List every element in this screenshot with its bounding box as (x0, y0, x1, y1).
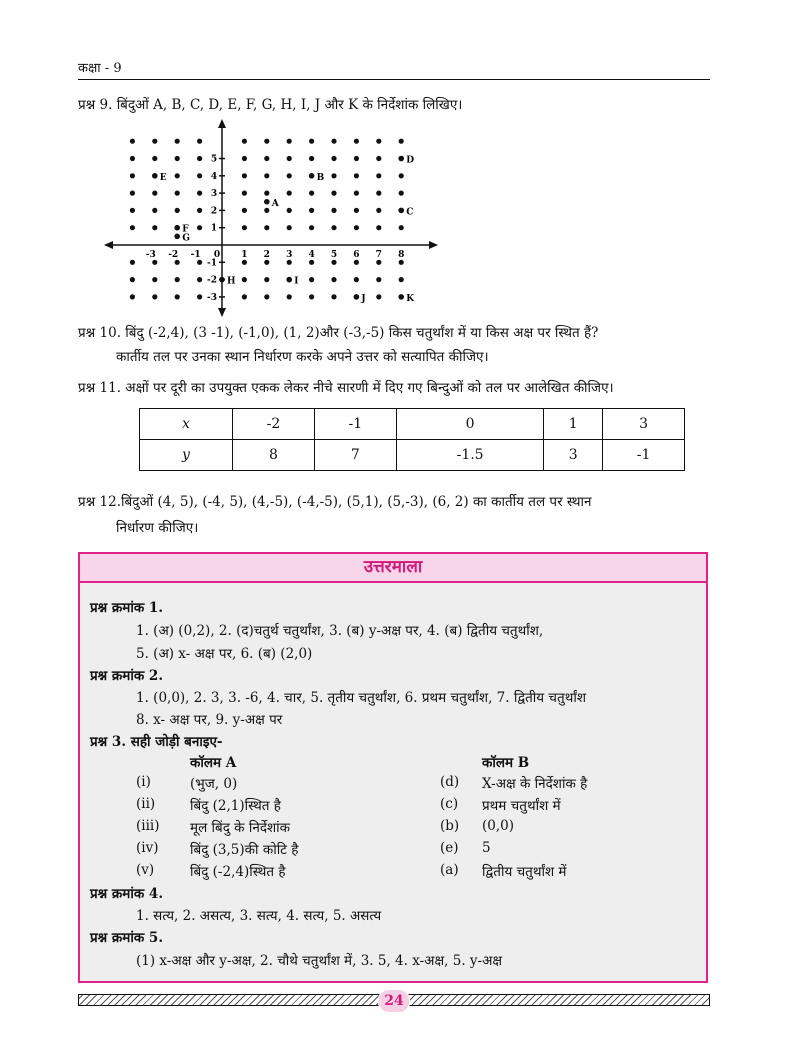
answer-5-heading: प्रश्न क्रमांक 5. (90, 930, 164, 946)
grid-dot (242, 225, 247, 230)
grid-dot (376, 173, 381, 178)
answer-2-line1: 1. (0,0), 2. 3, 3. -6, 4. चार, 5. तृतीय चतुर्थांश, 6. प्रथम चतुर्थांश, 7. द्वितीय चतुर्थांश (136, 690, 586, 706)
question-12-line1: प्रश्न 12.बिंदुओं (4, 5), (-4, 5), (4,-5), (-4,-5), (5,1), (5,-3), (6, 2) का कार्तीय तल पर स्थान (78, 494, 592, 510)
point-C (398, 208, 404, 214)
point-K (398, 294, 404, 300)
match-row-num: (ii) (136, 796, 156, 812)
grid-dot (130, 260, 135, 265)
grid-dot (152, 294, 157, 299)
grid-dot (152, 208, 157, 213)
x-tick-label: -1 (190, 250, 201, 260)
grid-dot (175, 139, 180, 144)
grid-dot (175, 191, 180, 196)
point-B (309, 173, 315, 179)
grid-dot (242, 294, 247, 299)
y-tick-label: -2 (207, 275, 217, 286)
grid-dot (197, 225, 202, 230)
grid-dot (331, 156, 336, 161)
y-tick-label: 3 (210, 189, 218, 200)
grid-dot (152, 277, 157, 282)
table-cell: 1 (544, 409, 603, 440)
answer-4-line1: 1. सत्य, 2. असत्य, 3. सत्य, 4. सत्य, 5. असत्य (136, 908, 382, 924)
grid-dot (130, 225, 135, 230)
grid-dot (331, 260, 336, 265)
x-tick-label: -2 (168, 250, 179, 260)
grid-dot (287, 173, 292, 178)
x-tick-label: 2 (263, 250, 270, 260)
point-A (264, 199, 270, 205)
grid-dot (197, 294, 202, 299)
grid-dot (197, 191, 202, 196)
question-10-line2: कार्तीय तल पर उनका स्थान निर्धारण करके अपने उत्तर को सत्यापित कीजिए। (116, 349, 489, 365)
point-label: G (182, 233, 190, 244)
table-cell: -1.5 (396, 440, 544, 471)
answer-5-line1: (1) x-अक्ष और y-अक्ष, 2. चौथे चतुर्थांश में, 3. 5, 4. x-अक्ष, 5. y-अक्ष (136, 953, 503, 969)
match-row-a: मूल बिंदु के निर्देशांक (190, 820, 291, 836)
point-I (286, 277, 292, 283)
grid-dot (354, 156, 359, 161)
table-cell: 3 (603, 409, 685, 440)
grid-dot (130, 294, 135, 299)
point-label: D (406, 155, 415, 166)
point-G (174, 234, 180, 240)
grid-dot (399, 260, 404, 265)
match-row-b: प्रथम चतुर्थांश में (482, 798, 561, 814)
point-label: K (406, 293, 415, 304)
grid-dot (376, 191, 381, 196)
table-cell: 0 (396, 409, 544, 440)
grid-dot (197, 156, 202, 161)
y-tick-label: -1 (207, 258, 217, 269)
question-10-line1: प्रश्न 10. बिंदु (-2,4), (3 -1), (-1,0), (1, 2)और (-3,-5) किस चतुर्थांश में या किस अक्ष पर स्थित हैं? (78, 325, 599, 341)
table-cell: -1 (314, 409, 396, 440)
grid-dot (376, 139, 381, 144)
grid-dot (152, 225, 157, 230)
point-F (174, 225, 180, 231)
grid-dot (331, 277, 336, 282)
grid-dots (130, 139, 404, 300)
x-tick-label: 0 (213, 250, 221, 260)
match-row-b: 5 (482, 840, 491, 856)
match-row-mark: (d) (440, 774, 460, 790)
grid-dot (354, 173, 359, 178)
grid-dot (287, 260, 292, 265)
point-E (152, 173, 158, 179)
grid-dot (354, 191, 359, 196)
y-tick-label: 4 (210, 171, 218, 182)
grid-dot (309, 191, 314, 196)
dot-grid-figure (100, 118, 440, 318)
grid-dot (242, 260, 247, 265)
grid-dot (376, 260, 381, 265)
grid-dot (175, 294, 180, 299)
grid-dot (376, 294, 381, 299)
grid-dot (197, 139, 202, 144)
labelled-points (152, 156, 415, 304)
match-row-mark: (b) (440, 818, 460, 834)
grid-dot (130, 191, 135, 196)
point-label: A (271, 198, 279, 209)
grid-dot (376, 208, 381, 213)
point-label: B (316, 172, 325, 183)
grid-dot (331, 191, 336, 196)
grid-dot (287, 139, 292, 144)
header-rule (78, 79, 710, 80)
grid-dot (130, 277, 135, 282)
grid-dot (264, 191, 269, 196)
match-row-mark: (a) (440, 862, 459, 878)
point-J (354, 294, 360, 300)
grid-dot (264, 208, 269, 213)
x-tick-label: 7 (375, 250, 382, 260)
grid-dot (175, 173, 180, 178)
grid-dot (399, 277, 404, 282)
grid-dot (376, 277, 381, 282)
point-label: I (294, 276, 299, 287)
values-table (139, 408, 685, 471)
x-tick-label: -3 (145, 250, 156, 260)
grid-dot (242, 173, 247, 178)
x-axis-arrow-left (104, 241, 113, 249)
grid-dot (264, 139, 269, 144)
grid-dot (376, 156, 381, 161)
column-b-heading: कॉलम B (482, 755, 530, 771)
question-11: प्रश्न 11. अक्षों पर दूरी का उपयुक्त एकक लेकर नीचे सारणी में दिए गए बिन्दुओं को तल पर आलेखित कीजिए। (78, 380, 614, 396)
grid-dot (376, 225, 381, 230)
grid-dot (197, 208, 202, 213)
match-row-b: X-अक्ष के निर्देशांक है (482, 776, 588, 792)
point-label: H (227, 276, 236, 287)
match-row-a: (भुज, 0) (190, 776, 238, 792)
point-label: E (159, 172, 167, 183)
match-row-num: (v) (136, 862, 155, 878)
grid-dot (309, 260, 314, 265)
grid-dot (197, 260, 202, 265)
grid-dot (331, 225, 336, 230)
point-label: J (361, 293, 366, 304)
x-tick-label: 5 (330, 250, 338, 260)
point-H (219, 277, 225, 283)
answer-4-heading: प्रश्न क्रमांक 4. (90, 886, 164, 902)
grid-dot (152, 156, 157, 161)
grid-dot (331, 173, 336, 178)
match-row-b: द्वितीय चतुर्थांश में (482, 864, 567, 880)
table-cell: 7 (314, 440, 396, 471)
grid-dot (264, 225, 269, 230)
grid-dot (152, 260, 157, 265)
grid-dot (130, 173, 135, 178)
table-cell: 8 (233, 440, 315, 471)
y-tick-label: 1 (210, 223, 218, 234)
grid-dot (197, 277, 202, 282)
grid-dot (399, 225, 404, 230)
grid-dot (354, 260, 359, 265)
grid-dot (175, 208, 180, 213)
class-header: कक्षा - 9 (78, 61, 122, 76)
answer-3-heading: प्रश्न 3. सही जोड़ी बनाइए- (90, 734, 223, 750)
match-row-num: (i) (136, 774, 151, 790)
grid-dot (242, 191, 247, 196)
match-row-mark: (c) (440, 796, 459, 812)
match-row-a: बिंदु (3,5)की कोटि है (190, 842, 299, 858)
grid-dot (287, 225, 292, 230)
grid-dot (130, 156, 135, 161)
match-row-a: बिंदु (-2,4)स्थित है (190, 864, 286, 880)
grid-dot (287, 156, 292, 161)
grid-dot (331, 294, 336, 299)
y-tick-label: -3 (207, 292, 217, 303)
grid-dot (354, 139, 359, 144)
grid-dot (242, 156, 247, 161)
answer-2-line2: 8. x- अक्ष पर, 9. y-अक्ष पर (136, 712, 283, 728)
grid-dot (331, 139, 336, 144)
match-row-mark: (e) (440, 840, 459, 856)
y-tick-label: 2 (210, 206, 218, 217)
grid-dot (152, 139, 157, 144)
x-tick-label: 6 (353, 250, 360, 260)
grid-dot (264, 277, 269, 282)
match-row-b: (0,0) (482, 818, 515, 834)
grid-dot (264, 156, 269, 161)
column-a-heading: कॉलम A (190, 755, 237, 771)
answer-2-heading: प्रश्न क्रमांक 2. (90, 668, 164, 684)
grid-dot (287, 191, 292, 196)
grid-dot (242, 139, 247, 144)
grid-dot (309, 139, 314, 144)
x-tick-label: 4 (308, 250, 315, 260)
x-tick-label: 3 (286, 250, 293, 260)
grid-dot (399, 139, 404, 144)
grid-dot (264, 173, 269, 178)
grid-dot (197, 173, 202, 178)
grid-dot (309, 225, 314, 230)
axes (104, 119, 438, 317)
answer-1-line2: 5. (अ) x- अक्ष पर, 6. (ब) (2,0) (136, 646, 313, 662)
point-D (398, 156, 404, 162)
table-row-label: y (140, 440, 233, 471)
y-tick-label: 5 (210, 154, 218, 165)
grid-dot (309, 294, 314, 299)
grid-dot (287, 208, 292, 213)
grid-dot (242, 277, 247, 282)
grid-dot (242, 208, 247, 213)
grid-dot (399, 173, 404, 178)
grid-dot (130, 208, 135, 213)
match-row-a: बिंदु (2,1)स्थित है (190, 798, 281, 814)
grid-dot (152, 191, 157, 196)
grid-dot (264, 260, 269, 265)
table-cell: -1 (603, 440, 685, 471)
question-12-line2: निर्धारण कीजिए। (116, 520, 199, 536)
match-row-num: (iii) (136, 818, 160, 834)
table-cell: 3 (544, 440, 603, 471)
x-tick-label: 8 (398, 250, 405, 260)
table-cell: -2 (233, 409, 315, 440)
page-number: 24 (378, 989, 410, 1013)
point-label: C (406, 207, 414, 218)
grid-dot (354, 277, 359, 282)
answer-1-heading: प्रश्न क्रमांक 1. (90, 600, 164, 616)
grid-dot (354, 208, 359, 213)
y-axis-arrow-down (218, 308, 226, 317)
x-axis-arrow-right (429, 241, 438, 249)
grid-dot (354, 225, 359, 230)
grid-dot (309, 277, 314, 282)
grid-dot (287, 294, 292, 299)
grid-dot (399, 191, 404, 196)
grid-dot (309, 208, 314, 213)
grid-dot (175, 260, 180, 265)
grid-dot (309, 156, 314, 161)
grid-dot (130, 139, 135, 144)
grid-dot (175, 277, 180, 282)
match-row-num: (iv) (136, 840, 159, 856)
x-tick-label: 1 (241, 250, 248, 260)
table-row-x (140, 409, 685, 440)
answer-key-title: उत्तरमाला (80, 554, 706, 583)
answer-1-line1: 1. (अ) (0,2), 2. (द)चतुर्थ चतुर्थांश, 3. (ब) y-अक्ष पर, 4. (ब) द्वितीय चतुर्थांश, (136, 623, 544, 639)
y-axis-arrow-up (218, 119, 226, 128)
question-9: प्रश्न 9. बिंदुओं A, B, C, D, E, F, G, H, I, J और K के निर्देशांक लिखिए। (78, 97, 463, 113)
table-row-y (140, 440, 685, 471)
grid-dot (175, 156, 180, 161)
grid-dot (331, 208, 336, 213)
point-label: F (182, 224, 189, 235)
table-row-label: x (140, 409, 233, 440)
grid-dot (264, 294, 269, 299)
